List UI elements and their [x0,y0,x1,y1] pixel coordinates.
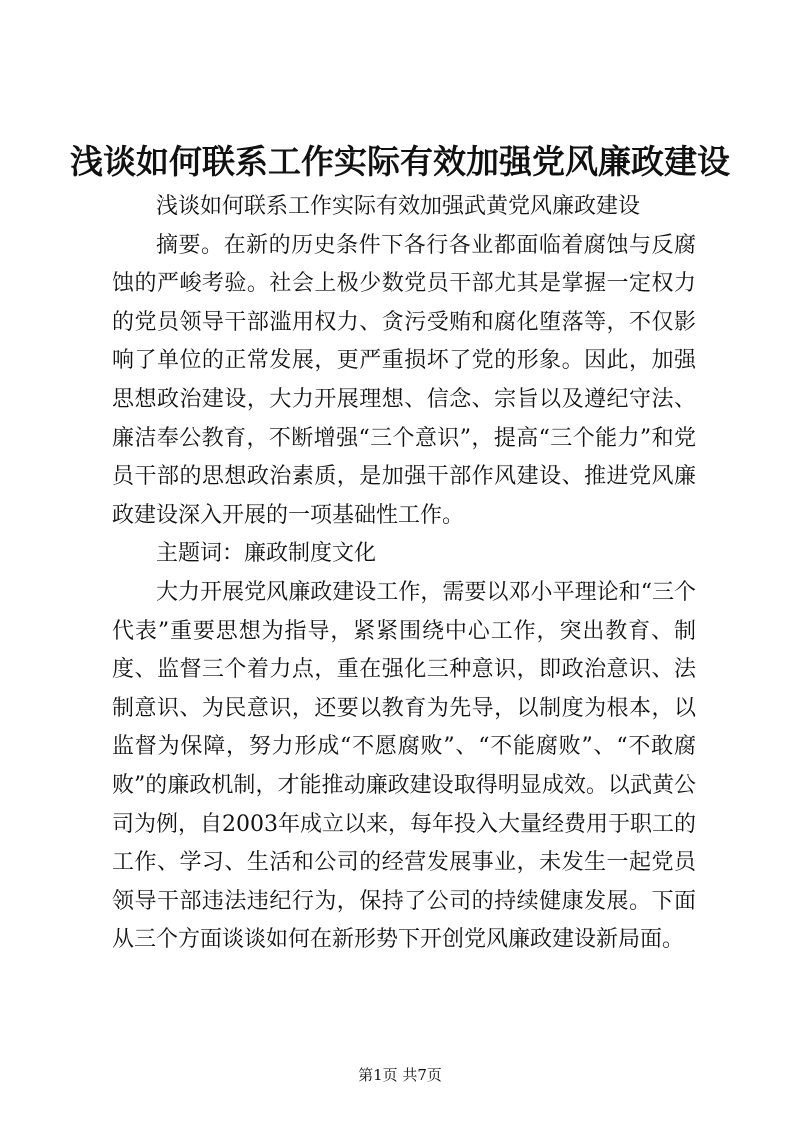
subtitle-paragraph: 浅谈如何联系工作实际有效加强武黄党风廉政建设 [156,194,641,219]
document-body [112,188,696,960]
abstract-paragraph: 摘要。在新的历史条件下各行各业都面临着腐蚀与反腐蚀的严峻考验。社会上极少数党员干部尤其是掌握一定权力的党员领导干部滥用权力、贪污受贿和腐化堕落等，不仅影响了单位的正常发展，更严重损坏了党的形象。因此，加强思想政治建设，大力开展理想、信念、宗旨以及遵纪守法、廉洁奉公教育，不断增强“三个意识”，提高“三个能力”和党员干部的思想政治素质，是加强干部作风建设、推进党风廉政建设深入开展的一项基础性工作。 [112,232,696,528]
body-paragraph: 大力开展党风廉政建设工作，需要以邓小平理论和“三个代表”重要思想为指导，紧紧围绕中心工作，突出教育、制度、监督三个着力点，重在强化三种意识，即政治意识、法制意识、为民意识，还要以教育为先导，以制度为根本，以监督为保障，努力形成“不愿腐败”、“不能腐败”、“不敢腐败”的廉政机制，才能推动廉政建设取得明显成效。以武黄公司为例，自2003年成立以来，每年投入大量经费用于职工的工作、学习、生活和公司的经营发展事业，未发生一起党员领导干部违法违纪行为，保持了公司的持续健康发展。下面从三个方面谈谈如何在新形势下开创党风廉政建设新局面。 [112,579,696,953]
keywords-paragraph: 主题词：廉政制度文化 [156,541,377,567]
page-footer: 第1页 共7页 [358,1066,442,1084]
document-title: 浅谈如何联系工作实际有效加强党风廉政建设 [70,142,730,181]
